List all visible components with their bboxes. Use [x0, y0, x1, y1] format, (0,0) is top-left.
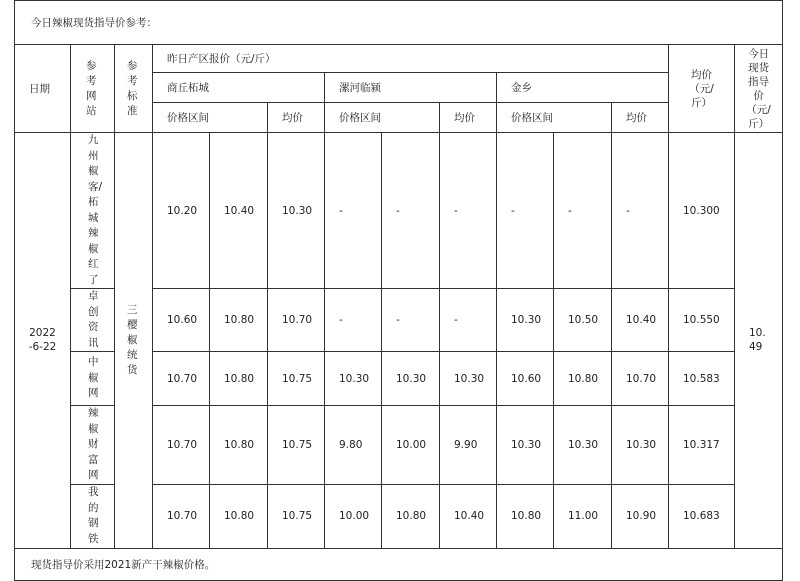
price-cell: - [440, 133, 497, 289]
avg-header: 均价 [612, 103, 669, 133]
price-cell: 9.80 [325, 406, 382, 485]
avg-unit-header: 均价（元/斤） [669, 45, 735, 133]
price-cell: 10.75 [268, 406, 325, 485]
price-cell: 10.30 [497, 406, 554, 485]
price-sheet [14, 0, 781, 571]
price-cell: 10.80 [497, 484, 554, 548]
price-cell: 10.70 [153, 352, 210, 406]
price-table [14, 0, 783, 581]
price-cell: 10.30 [325, 352, 382, 406]
price-cell: - [325, 133, 382, 289]
range-header: 价格区间 [497, 103, 612, 133]
price-cell: 10.50 [554, 289, 612, 352]
price-cell: 10.40 [612, 289, 669, 352]
footnote-row [15, 548, 783, 580]
price-cell: - [382, 289, 440, 352]
price-cell: 10.20 [153, 133, 210, 289]
price-cell: - [554, 133, 612, 289]
price-cell: 9.90 [440, 406, 497, 485]
price-cell: 10.30 [268, 133, 325, 289]
price-cell: 10.40 [210, 133, 268, 289]
price-cell: 10.75 [268, 484, 325, 548]
price-cell: 10.80 [554, 352, 612, 406]
price-cell: 10.70 [268, 289, 325, 352]
standard-cell: 三樱椒统货 [115, 133, 153, 549]
site-cell: 卓创资讯 [71, 289, 115, 352]
price-cell: - [497, 133, 554, 289]
avg-cell: 10.317 [669, 406, 735, 485]
price-cell: 10.30 [497, 289, 554, 352]
date-cell: 2022-6-22 [15, 133, 71, 549]
price-cell: - [382, 133, 440, 289]
header-row-1 [15, 45, 783, 73]
avg-header: 均价 [268, 103, 325, 133]
site-cell: 我的钢铁 [71, 484, 115, 548]
footnote: 现货指导价采用2021新产干辣椒价格。 [15, 548, 783, 580]
price-cell: 10.30 [382, 352, 440, 406]
avg-cell: 10.683 [669, 484, 735, 548]
avg-header: 均价 [440, 103, 497, 133]
price-cell: 10.00 [325, 484, 382, 548]
price-cell: 10.60 [497, 352, 554, 406]
site-cell: 中椒网 [71, 352, 115, 406]
region-shangqiu: 商丘柘城 [153, 73, 325, 103]
price-cell: 10.40 [440, 484, 497, 548]
price-cell: 10.70 [612, 352, 669, 406]
page-title: 今日辣椒现货指导价参考： [15, 1, 783, 45]
price-cell: - [440, 289, 497, 352]
date-header: 日期 [15, 45, 71, 133]
title-row [15, 1, 783, 45]
price-cell: 10.80 [210, 289, 268, 352]
site-cell: 辣椒财富网 [71, 406, 115, 485]
price-cell: 10.80 [210, 406, 268, 485]
price-cell: 10.30 [554, 406, 612, 485]
region-jinxiang: 金乡 [497, 73, 669, 103]
avg-cell: 10.583 [669, 352, 735, 406]
range-header: 价格区间 [325, 103, 440, 133]
price-cell: 10.80 [382, 484, 440, 548]
price-cell: 10.60 [153, 289, 210, 352]
avg-cell: 10.550 [669, 289, 735, 352]
price-cell: 10.30 [612, 406, 669, 485]
today-header: 今日现货指导价（元/斤） [735, 45, 783, 133]
standard-header: 参考标准 [115, 45, 153, 133]
price-cell: 10.70 [153, 406, 210, 485]
price-cell: 11.00 [554, 484, 612, 548]
price-cell: 10.90 [612, 484, 669, 548]
price-cell: 10.30 [440, 352, 497, 406]
price-cell: 10.70 [153, 484, 210, 548]
price-cell: 10.80 [210, 352, 268, 406]
yesterday-header: 昨日产区报价（元/斤） [153, 45, 669, 73]
price-cell: 10.00 [382, 406, 440, 485]
region-luohe: 漯河临颍 [325, 73, 497, 103]
today-price-cell: 10.49 [735, 133, 783, 549]
avg-cell: 10.300 [669, 133, 735, 289]
price-cell: - [325, 289, 382, 352]
price-cell: 10.75 [268, 352, 325, 406]
site-cell: 九州椒客/柘城辣椒红了 [71, 133, 115, 289]
price-cell: - [612, 133, 669, 289]
price-cell: 10.80 [210, 484, 268, 548]
site-header: 参考网站 [71, 45, 115, 133]
range-header: 价格区间 [153, 103, 268, 133]
table-row [15, 133, 783, 289]
